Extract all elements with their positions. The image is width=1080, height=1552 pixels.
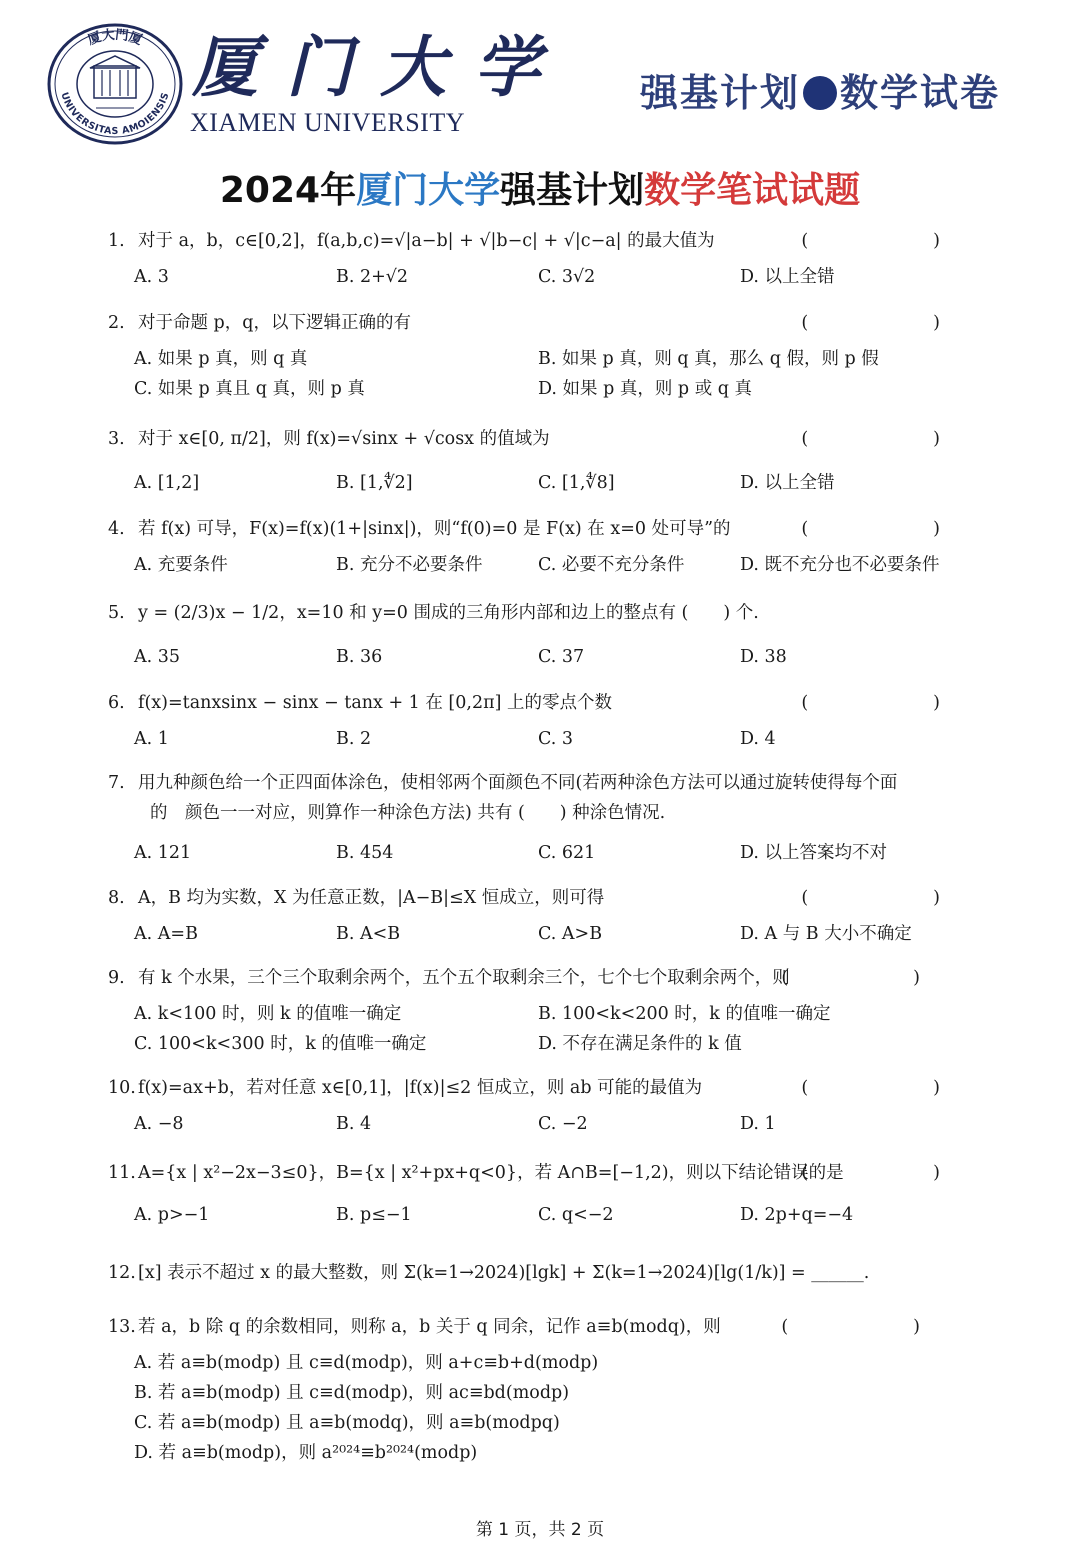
- university-wordmark-english: XIAMEN UNIVERSITY: [190, 108, 465, 137]
- option-c: C. [1,∜8]: [538, 473, 615, 493]
- option-b: B. 36: [336, 647, 383, 667]
- question-number: 6.: [108, 693, 125, 713]
- option-c: C. 3√2: [538, 267, 596, 287]
- answer-bracket: ( ): [801, 519, 970, 539]
- option-d: D. 以上全错: [740, 267, 835, 287]
- bullet-dot-icon: [803, 76, 837, 110]
- seal-top-text: 厦大門厦: [86, 27, 144, 49]
- answer-bracket: ( ): [801, 693, 970, 713]
- option-c: C. 100<k<300 时，k 的值唯一确定: [134, 1034, 427, 1054]
- question-number: 13.: [108, 1317, 136, 1337]
- title-university: 厦门大学: [356, 170, 501, 211]
- question-2: [108, 308, 978, 404]
- option-b: B. [1,∜2]: [336, 473, 413, 493]
- option-b: B. 4: [336, 1114, 372, 1134]
- question-number: 8.: [108, 888, 125, 908]
- question-stem: 用九种颜色给一个正四面体涂色，使相邻两个面颜色不同(若两种涂色方法可以通过旋转使得每个面: [138, 773, 898, 793]
- answer-bracket: ( ): [801, 231, 970, 251]
- question-stem: 若 a，b 除 q 的余数相同，则称 a，b 关于 q 同余，记作 a≡b(modq)，则: [138, 1317, 721, 1337]
- answer-bracket: ( ): [801, 888, 970, 908]
- question-number: 4.: [108, 519, 125, 539]
- option-c: C. 必要不充分条件: [538, 555, 685, 575]
- question-1: [108, 226, 978, 292]
- option-a: A. 3: [134, 267, 169, 287]
- option-d: D. 若 a≡b(modp)，则 a²⁰²⁴≡b²⁰²⁴(modp): [134, 1443, 478, 1463]
- option-d: D. 如果 p 真，则 p 或 q 真: [538, 379, 753, 399]
- question-number: 7.: [108, 773, 125, 793]
- option-b: B. 如果 p 真，则 q 真，那么 q 假，则 p 假: [538, 349, 879, 369]
- series-left: 强基计划: [640, 71, 801, 115]
- option-c: C. 621: [538, 843, 596, 863]
- question-stem: [x] 表示不超过 x 的最大整数，则 Σ(k=1→2024)[lgk] + Σ(k=1→2024)[lg(1/k)] = ______.: [138, 1263, 870, 1283]
- option-d: D. 2p+q=−4: [740, 1205, 854, 1225]
- question-stem: 对于 a，b，c∈[0,2]，f(a,b,c)=√|a−b| + √|b−c| + √|c−a| 的最大值为: [138, 231, 715, 251]
- option-a: A. −8: [134, 1114, 184, 1134]
- answer-bracket: ( ): [781, 968, 950, 988]
- option-d: D. 以上答案均不对: [740, 843, 888, 863]
- page-header: [0, 0, 1080, 150]
- answer-bracket: ( ): [781, 1317, 950, 1337]
- question-number: 2.: [108, 313, 125, 333]
- option-b: B. 2: [336, 729, 372, 749]
- option-d: D. 不存在满足条件的 k 值: [538, 1034, 742, 1054]
- answer-bracket: ( ): [801, 1078, 970, 1098]
- seal-text: UNIVERSITAS AMOIENSIS: [58, 90, 172, 138]
- question-9: [108, 963, 978, 1059]
- exam-series-label: [640, 62, 1000, 117]
- question-stem: 对于命题 p，q，以下逻辑正确的有: [138, 313, 411, 333]
- option-b: B. 454: [336, 843, 394, 863]
- question-10: [108, 1073, 978, 1139]
- question-stem: f(x)=ax+b，若对任意 x∈[0,1]，|f(x)|≤2 恒成立，则 ab 可能的最值为: [138, 1078, 703, 1098]
- question-5: [108, 598, 978, 672]
- question-stem: f(x)=tanxsinx − sinx − tanx + 1 在 [0,2π] 上的零点个数: [138, 693, 612, 713]
- answer-bracket: ( ): [801, 429, 970, 449]
- question-number: 12.: [108, 1263, 136, 1283]
- question-stem: A，B 均为实数，X 为任意正数，|A−B|≤X 恒成立，则可得: [138, 888, 605, 908]
- page-footer: 第 1 页，共 2 页: [475, 1520, 605, 1540]
- answer-bracket: ( ): [801, 1163, 970, 1183]
- question-stem-continued: 的 颜色一一对应，则算作一种涂色方法) 共有 ( ) 种涂色情况.: [150, 803, 666, 823]
- option-a: A. 如果 p 真，则 q 真: [134, 349, 308, 369]
- title-subject: 数学笔试试题: [644, 170, 861, 211]
- option-b: B. 充分不必要条件: [336, 555, 483, 575]
- question-11: [108, 1158, 978, 1230]
- page-title: [0, 162, 1080, 213]
- option-a: A. 1: [134, 729, 169, 749]
- question-stem: 有 k 个水果，三个三个取剩余两个，五个五个取剩余三个，七个七个取剩余两个，则: [138, 968, 790, 988]
- title-program: 强基计划: [500, 170, 645, 211]
- question-number: 11.: [108, 1163, 136, 1183]
- option-a: A. A=B: [134, 924, 198, 944]
- question-6: [108, 688, 978, 754]
- option-a: A. [1,2]: [134, 473, 200, 493]
- option-a: A. p>−1: [134, 1205, 210, 1225]
- question-number: 5.: [108, 603, 125, 623]
- option-c: C. 如果 p 真且 q 真，则 p 真: [134, 379, 365, 399]
- option-c: C. −2: [538, 1114, 588, 1134]
- option-b: B. 若 a≡b(modp) 且 c≡d(modp)，则 ac≡bd(modp): [134, 1383, 570, 1403]
- option-b: B. p≤−1: [336, 1205, 412, 1225]
- question-13: [108, 1312, 978, 1468]
- question-stem: A={x | x²−2x−3≤0}，B={x | x²+px+q<0}，若 A∩B=[−1,2)，则以下结论错误的是: [138, 1163, 844, 1183]
- option-b: B. A<B: [336, 924, 401, 944]
- question-number: 10.: [108, 1078, 136, 1098]
- svg-text:厦大門厦: [86, 27, 145, 49]
- option-d: D. 4: [740, 729, 776, 749]
- question-12: [108, 1258, 978, 1288]
- option-c: C. 若 a≡b(modp) 且 a≡b(modq)，则 a≡b(modpq): [134, 1413, 560, 1433]
- university-seal-logo: [46, 22, 184, 146]
- question-number: 9.: [108, 968, 125, 988]
- option-d: D. 既不充分也不必要条件: [740, 555, 940, 575]
- option-a: A. 充要条件: [134, 555, 228, 575]
- question-stem: 对于 x∈[0, π/2]，则 f(x)=√sinx + √cosx 的值域为: [138, 429, 550, 449]
- question-stem: y = (2/3)x − 1/2，x=10 和 y=0 围成的三角形内部和边上的整点有 ( ) 个.: [138, 603, 759, 623]
- option-a: A. 121: [134, 843, 192, 863]
- option-c: C. 37: [538, 647, 585, 667]
- question-number: 1.: [108, 231, 125, 251]
- question-4: [108, 514, 978, 580]
- option-c: C. q<−2: [538, 1205, 614, 1225]
- title-year: 2024年: [219, 170, 357, 211]
- option-a: A. 35: [134, 647, 181, 667]
- option-b: B. 2+√2: [336, 267, 409, 287]
- option-d: D. 38: [740, 647, 787, 667]
- question-3: [108, 424, 978, 498]
- option-d: D. 以上全错: [740, 473, 835, 493]
- option-b: B. 100<k<200 时，k 的值唯一确定: [538, 1004, 831, 1024]
- question-stem: 若 f(x) 可导，F(x)=f(x)(1+|sinx|)，则“f(0)=0 是 F(x) 在 x=0 处可导”的: [138, 519, 731, 539]
- university-wordmark-chinese: 厦门大学: [192, 28, 568, 106]
- option-d: D. 1: [740, 1114, 776, 1134]
- series-right: 数学试卷: [840, 71, 1001, 115]
- option-d: D. A 与 B 大小不确定: [740, 924, 912, 944]
- question-number: 3.: [108, 429, 125, 449]
- option-c: C. A>B: [538, 924, 603, 944]
- answer-bracket: ( ): [801, 313, 970, 333]
- option-a: A. 若 a≡b(modp) 且 c≡d(modp)，则 a+c≡b+d(modp): [134, 1353, 599, 1373]
- question-7: [108, 768, 978, 868]
- option-c: C. 3: [538, 729, 574, 749]
- option-a: A. k<100 时，则 k 的值唯一确定: [134, 1004, 402, 1024]
- question-8: [108, 883, 978, 949]
